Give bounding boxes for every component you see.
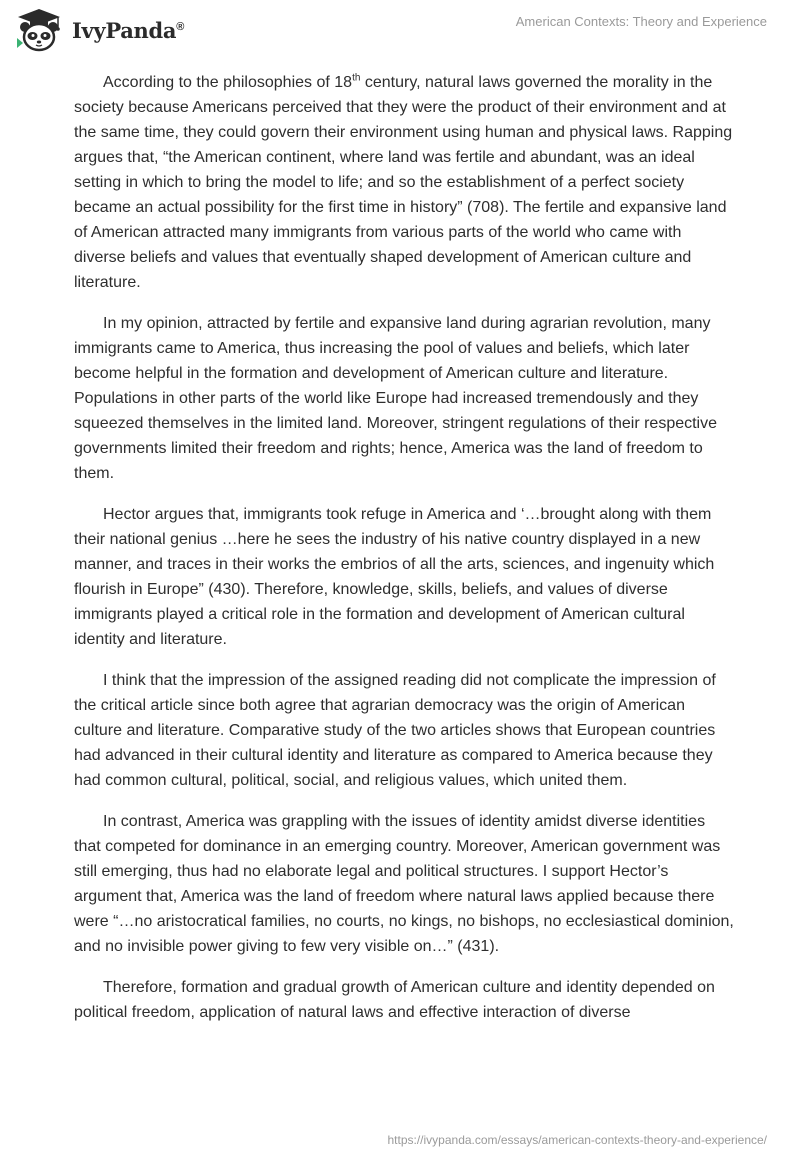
panda-graduation-cap-icon xyxy=(14,8,64,52)
registered-mark: ® xyxy=(176,20,185,33)
page-header xyxy=(0,0,800,60)
source-url[interactable]: https://ivypanda.com/essays/american-contexts-theory-and-experience/ xyxy=(387,1133,767,1147)
paragraph-6: Therefore, formation and gradual growth of American culture and identity depended on political freedom, application of natural laws and effective interaction of diverse xyxy=(74,979,715,1021)
essay-body xyxy=(74,70,734,1041)
paragraph-2: In my opinion, attracted by fertile and expansive land during agrarian revolution, many immigrants came to America, thus increasing the pool of values and beliefs, which later become helpful in the formation and development of American culture and literature. Populations in other parts of the world like Europe had increased tremendously and they squeezed themselves in the limited land. Moreover, stringent regulations of their respective governments limited their freedom and rights; hence, America was the land of freedom to them. xyxy=(74,315,718,482)
paragraph-3: Hector argues that, immigrants took refuge in America and ‘…brought along with them their national genius …here he sees the industry of his native country displayed in a new manner, and traces in their works the embrios of all the arts, sciences, and ingenuity which flourish in Europe” (430). Therefore, knowledge, skills, beliefs, and values of diverse immigrants played a critical role in the formation and development of American cultural identity and literature. xyxy=(74,506,715,648)
paragraph-1-text-end: century, natural laws governed the morality in the society because Americans perceived that they were the product of their environment and at the same time, they could govern their environment using human and physical laws. Rapping argues that, “the American continent, where land was fertile and abundant, was an ideal setting in which to bring the model to life; and so the establishment of a perfect society became an actual possibility for the first time in history” (708). The fertile and expansive land of American attracted many immigrants from various parts of the world who came with diverse beliefs and values that eventually shaped development of American culture and literature. xyxy=(74,74,733,291)
paragraph-1 xyxy=(74,70,734,295)
paragraph-5: In contrast, America was grappling with the issues of identity amidst diverse identities that competed for dominance in an emerging country. Moreover, American government was still emerging, thus had no elaborate legal and political structures. I support Hector’s argument that, America was the land of freedom where natural laws applied because there were “…no aristocratical families, no courts, no kings, no bishops, no ecclesiastical dominion, and no invisible power giving to few very visible on…” (431). xyxy=(74,813,734,955)
paragraph-4: I think that the impression of the assigned reading did not complicate the impression of the critical article since both agree that agrarian democracy was the origin of American culture and literature. Comparative study of the two articles shows that European countries had advanced in their cultural identity and literature as compared to America because they had common cultural, political, social, and religious values, which united them. xyxy=(74,672,716,789)
document-title: American Contexts: Theory and Experience xyxy=(515,14,767,29)
logo-wordmark-text: IvyPanda xyxy=(72,17,177,43)
ordinal-suffix: th xyxy=(352,72,361,84)
logo-wordmark xyxy=(72,18,184,43)
ivypanda-logo[interactable] xyxy=(14,8,184,52)
paragraph-1-text-start: According to the philosophies of 18 xyxy=(103,74,353,91)
